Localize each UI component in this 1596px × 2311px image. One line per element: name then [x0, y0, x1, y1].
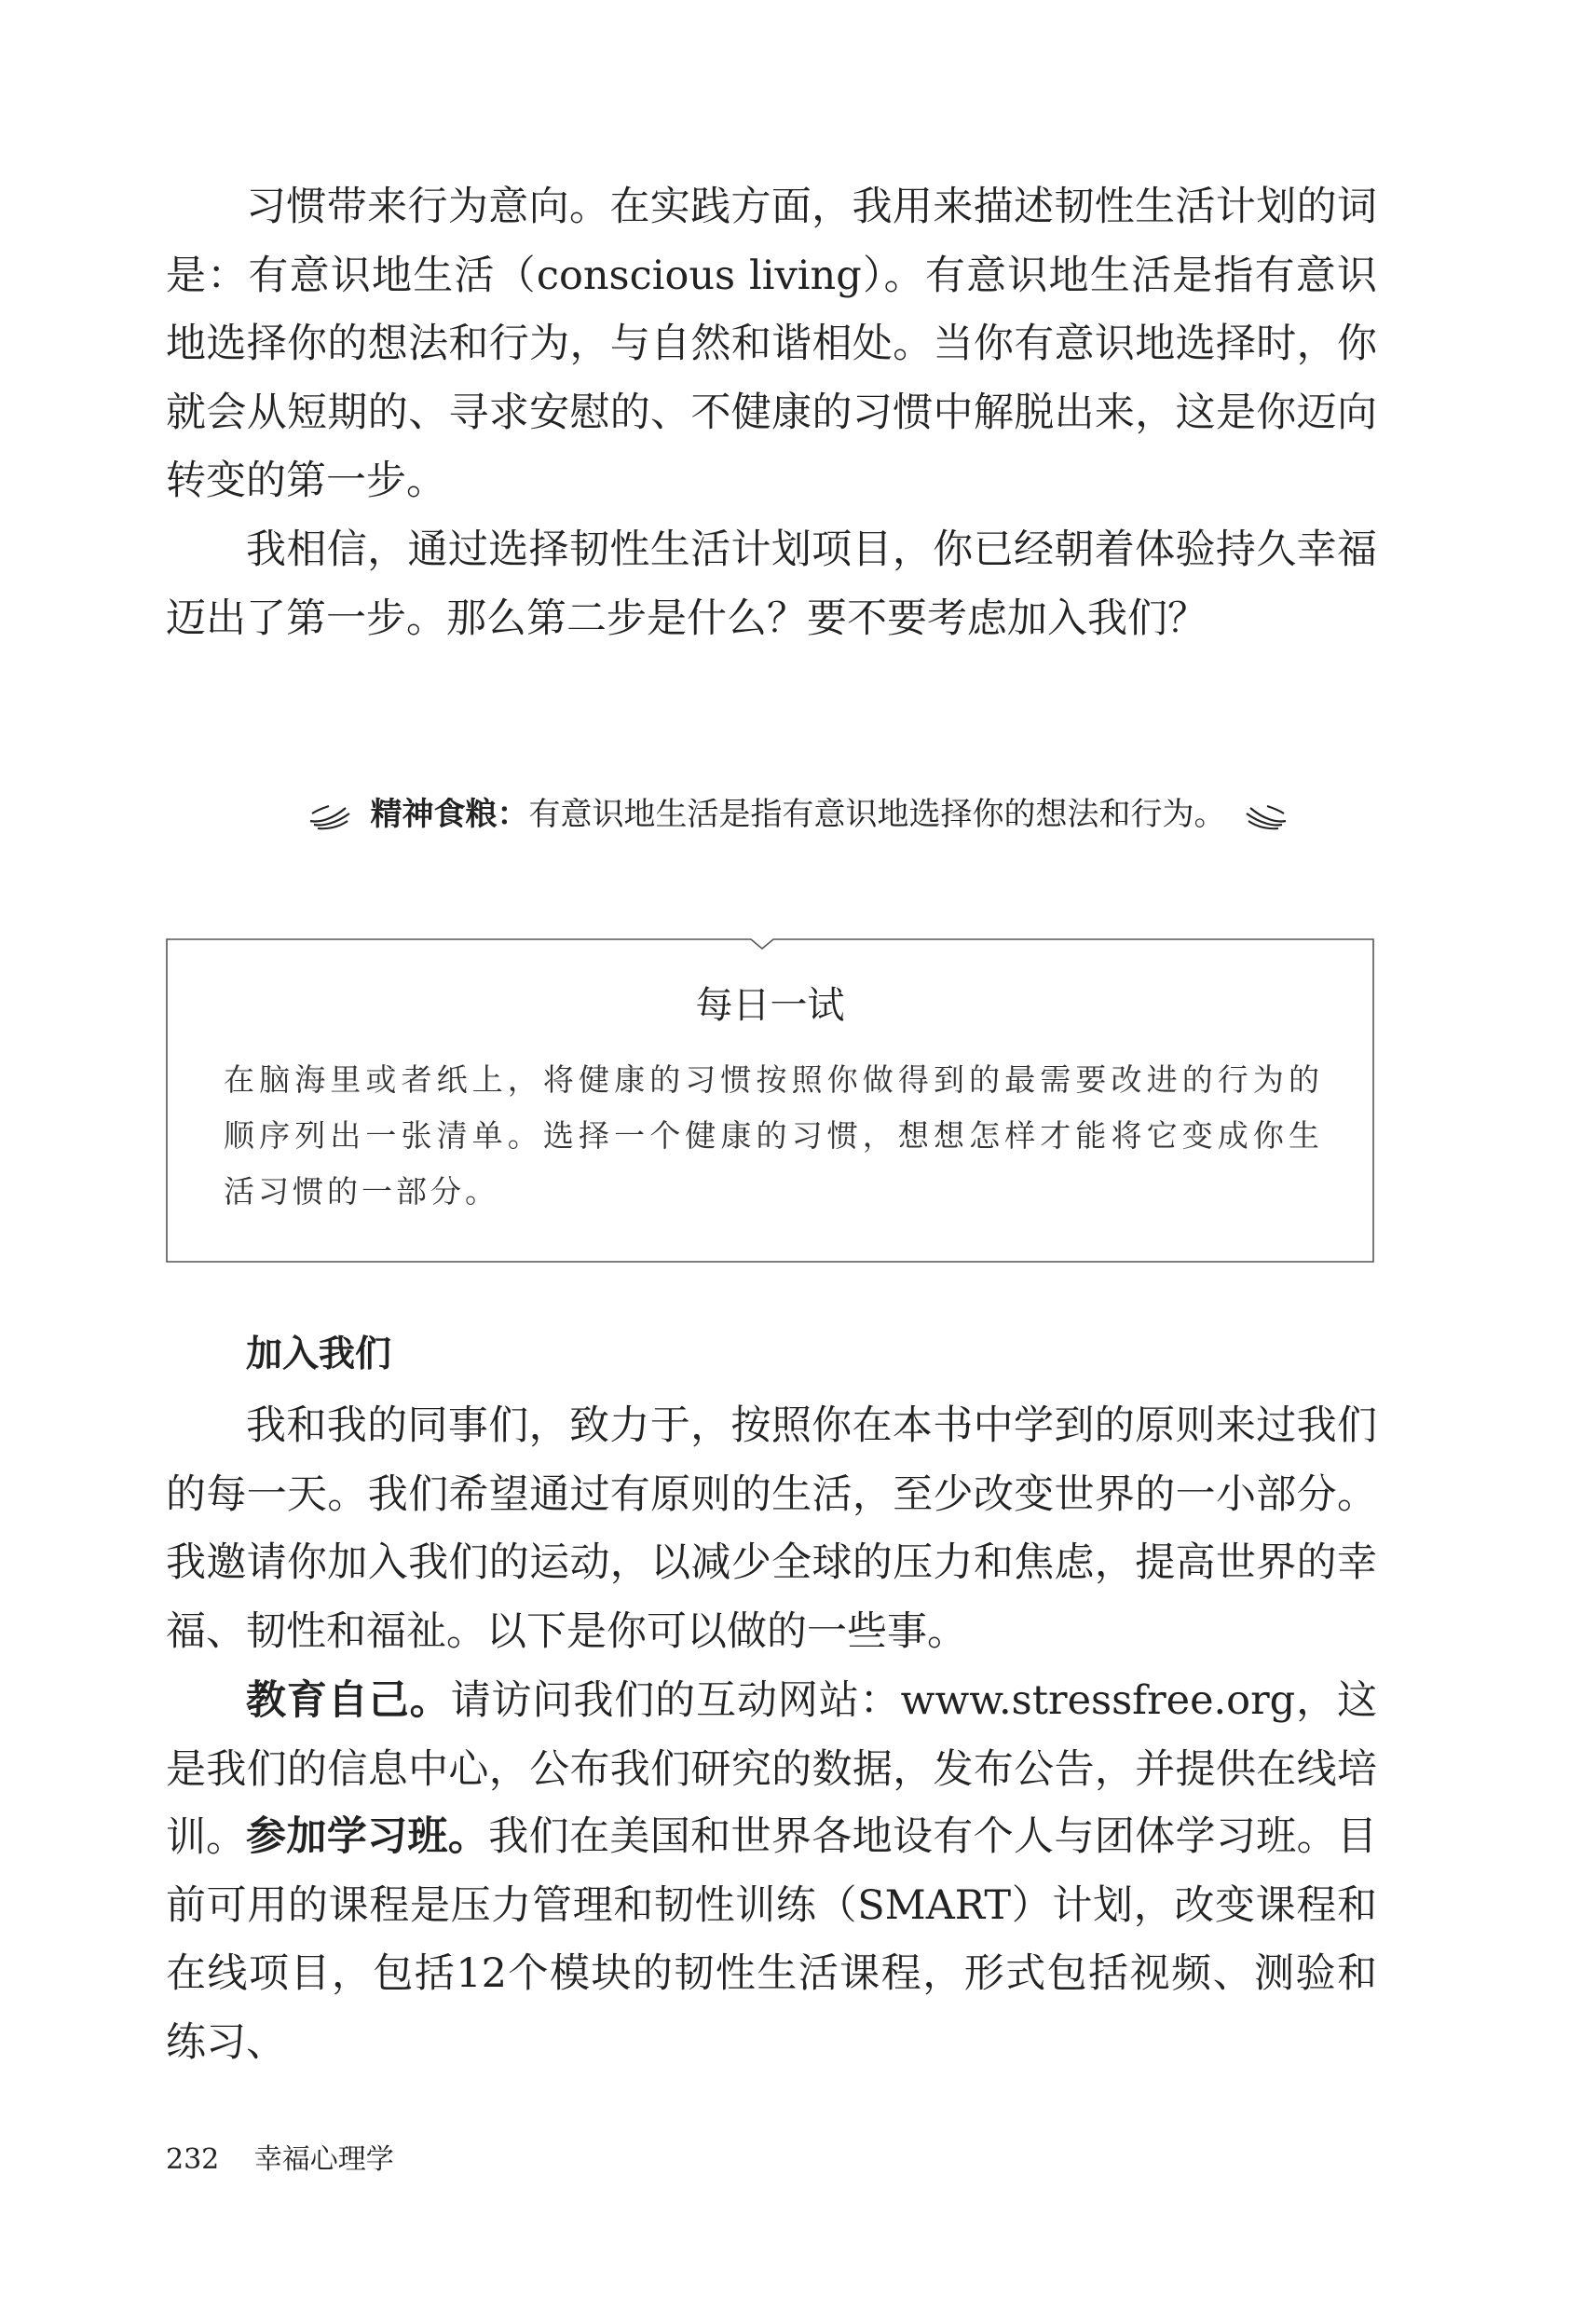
paragraph-text: 请访问我们的互动网站：www.stressfree.org，这是我们的信息中心，公布我们研究的数据，发布公告，并提供在线培训。 — [166, 1677, 1377, 1861]
food-for-thought — [0, 792, 1596, 837]
paragraph-lead: 教育自己。 — [246, 1677, 451, 1724]
body-paragraph — [166, 1392, 1377, 1666]
paragraph-text: 我和我的同事们，致力于，按照你在本书中学到的原则来过我们的每一天。我们希望通过有原则的生活，至少改变世界的一小部分。我邀请你加入我们的运动，以减少全球的压力和焦虑，提高世界的幸福、韧性和福祉。以下是你可以做的一些事。 — [166, 1402, 1377, 1655]
food-for-thought-label: 精神食粮： — [370, 796, 529, 833]
body-paragraph: 习惯带来行为意向。在实践方面，我用来描述韧性生活计划的词是：有意识地生活（conscious living）。有意识地生活是指有意识地选择你的想法和行为，与自然和谐相处。当你有意识地选择时，你就会从短期的、寻求安慰的、不健康的习惯中解脱出来，这是你迈向转变的第一步。 — [166, 184, 1377, 504]
leaf-ornament-icon — [308, 802, 351, 830]
daily-try-title: 每日一试 — [695, 984, 845, 1027]
paragraph-lead: 参加学习班。 — [246, 1813, 489, 1860]
section-heading: 加入我们 — [246, 1333, 392, 1375]
body-paragraph — [166, 1803, 1377, 2077]
page-footer — [166, 2141, 394, 2179]
page-number: 232 — [166, 2143, 220, 2176]
book-title: 幸福心理学 — [253, 2143, 394, 2176]
paragraph-text: 我们在美国和世界各地设有个人与团体学习班。目前可用的课程是压力管理和韧性训练（SMART）计划，改变课程和在线项目，包括12个模块的韧性生活课程，形式包括视频、测验和练习、 — [166, 1813, 1378, 2066]
body-paragraph: 我相信，通过选择韧性生活计划项目，你已经朝着体验持久幸福迈出了第一步。那么第二步是什么？要不要考虑加入我们？ — [166, 526, 1377, 642]
daily-try-box — [166, 938, 1374, 1263]
daily-try-body: 在脑海里或者纸上，将健康的习惯按照你做得到的最需要改进的行为的顺序列出一张清单。选择一个健康的习惯，想想怎样才能将它变成你生活习惯的一部分。 — [224, 1061, 1323, 1210]
food-for-thought-text: 有意识地生活是指有意识地选择你的想法和行为。 — [528, 796, 1226, 833]
leaf-ornament-icon — [1245, 802, 1288, 830]
